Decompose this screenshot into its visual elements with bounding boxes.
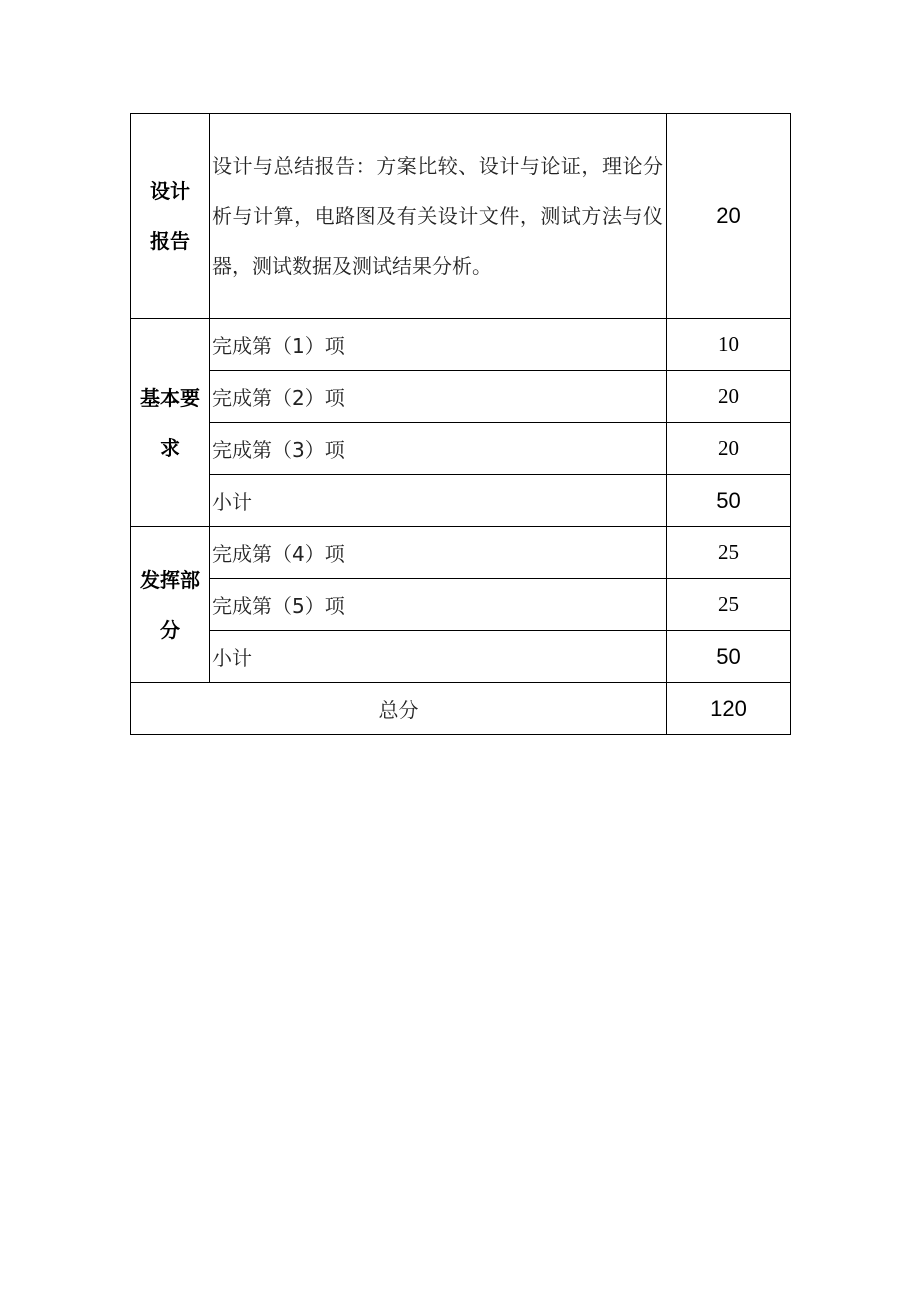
- table-row: [131, 423, 791, 475]
- category-design-report: 设计 报告: [131, 114, 210, 319]
- item-label: 完成第（1）项: [210, 319, 667, 371]
- table-row: [131, 527, 791, 579]
- subtotal-score: 50: [667, 475, 791, 527]
- total-score: 120: [667, 683, 791, 735]
- table-row-subtotal: [131, 631, 791, 683]
- scoring-table: [130, 113, 791, 735]
- table-row: [131, 579, 791, 631]
- subtotal-label: 小计: [210, 475, 667, 527]
- item-label: 完成第（2）项: [210, 371, 667, 423]
- item-score: 25: [667, 527, 791, 579]
- table-row: [131, 319, 791, 371]
- table-row-design-report: [131, 114, 791, 319]
- design-report-description: 设计与总结报告：方案比较、设计与论证，理论分析与计算，电路图及有关设计文件，测试方法与仪器，测试数据及测试结果分析。: [210, 114, 667, 319]
- category-basic-requirements: 基本要 求: [131, 319, 210, 527]
- design-report-score: 20: [667, 114, 791, 319]
- item-score: 20: [667, 371, 791, 423]
- table-row: [131, 371, 791, 423]
- item-label: 完成第（3）项: [210, 423, 667, 475]
- category-advanced-part: 发挥部 分: [131, 527, 210, 683]
- item-score: 20: [667, 423, 791, 475]
- subtotal-label: 小计: [210, 631, 667, 683]
- item-label: 完成第（5）项: [210, 579, 667, 631]
- item-score: 10: [667, 319, 791, 371]
- table-row-subtotal: [131, 475, 791, 527]
- total-label: 总分: [131, 683, 667, 735]
- table-row-total: [131, 683, 791, 735]
- item-label: 完成第（4）项: [210, 527, 667, 579]
- subtotal-score: 50: [667, 631, 791, 683]
- item-score: 25: [667, 579, 791, 631]
